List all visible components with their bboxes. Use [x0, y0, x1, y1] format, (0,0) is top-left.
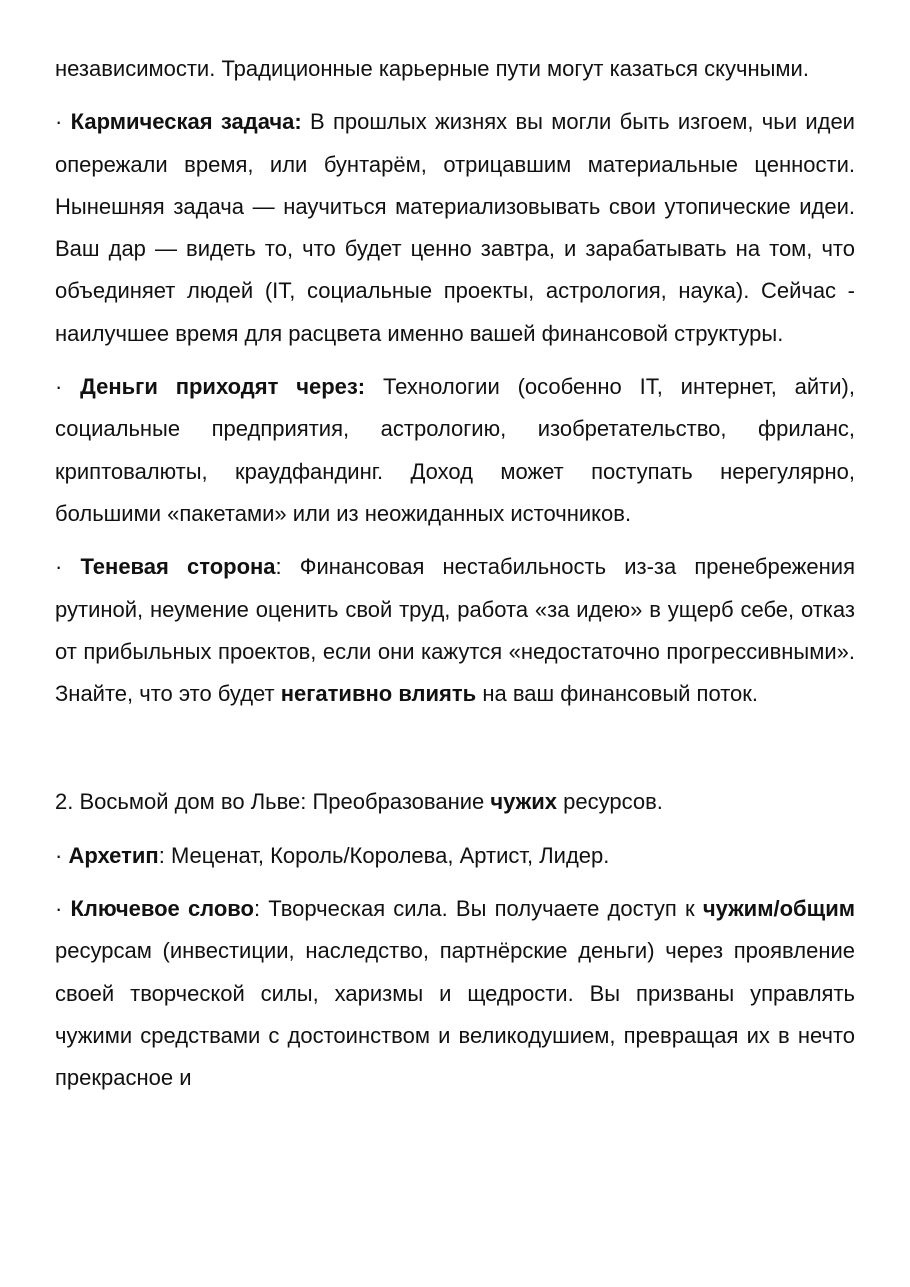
paragraph-continuation: [55, 48, 855, 90]
bullet-marker: ·: [55, 842, 69, 868]
bullet-marker: ·: [55, 374, 81, 400]
bold-heading-shadow-side: Теневая сторона: [80, 554, 276, 580]
paragraph-shadow-side: [55, 546, 855, 715]
paragraph-archetype: [55, 835, 855, 877]
bold-emphasis-others: чужих: [490, 789, 558, 815]
document-page: [55, 48, 855, 1100]
paragraph-money-comes-through: [55, 366, 855, 535]
bold-heading-archetype: Архетип: [68, 842, 159, 868]
bold-heading-money-comes-through: Деньги приходят через:: [80, 374, 366, 400]
text-run: ресурсам (инвестиции, наследство, партнёрские деньги) через проявление своей творческой силы, харизмы и щедрости. Вы призваны управлять чужими средствами с достоинством и великодушием, превращая их в нечто прекрасное и: [55, 938, 855, 1091]
bold-heading-karmic-task: Кармическая задача:: [70, 109, 302, 135]
bold-heading-keyword: Ключевое слово: [70, 896, 254, 922]
bold-emphasis-negative: негативно влиять: [280, 681, 477, 707]
text-run: независимости. Традиционные карьерные пути могут казаться скучными.: [55, 56, 809, 81]
text-run: : Финансовая нестабильность из-за пренебрежения рутиной, неумение оценить свой труд, работа «за идею» в ущерб себе, отказ от прибыльных проектов, если они кажутся «недостаточно прогрессивными». Знайте, что это будет: [55, 554, 855, 707]
text-run: ресурсов.: [557, 789, 663, 815]
bullet-marker: ·: [55, 554, 81, 580]
paragraph-keyword: [55, 888, 855, 1099]
text-run: Технологии (особенно IT, интернет, айти), социальные предприятия, астрологию, изобретательство, фриланс, криптовалюты, краудфандинг. Доход может поступать нерегулярно, большими «пакетами» или из неожиданных источников.: [55, 374, 855, 526]
paragraph-karmic-task: [55, 101, 855, 355]
bullet-marker: ·: [55, 109, 71, 135]
text-run: : Меценат, Король/Королева, Артист, Лидер.: [158, 842, 610, 868]
bullet-marker: ·: [55, 896, 71, 922]
text-run: 2. Восьмой дом во Льве: Преобразование: [55, 789, 491, 815]
text-run: В прошлых жизнях вы могли быть изгоем, чьи идеи опережали время, или бунтарём, отрицавшим материальные ценности. Нынешняя задача — научиться материализовывать свои утопические идеи. Ваш дар — видеть то, что будет ценно завтра, и зарабатывать на том, что объединяет людей (IT, социальные проекты, астрология, наука). Сейчас - наилучшее время для расцвета именно вашей финансовой структуры.: [55, 109, 855, 346]
text-run: : Творческая сила. Вы получаете доступ к: [253, 896, 703, 922]
bold-emphasis-shared-resources: чужим/общим: [702, 896, 855, 922]
text-run: на ваш финансовый поток.: [476, 681, 759, 707]
section-heading-eighth-house: [55, 781, 855, 823]
